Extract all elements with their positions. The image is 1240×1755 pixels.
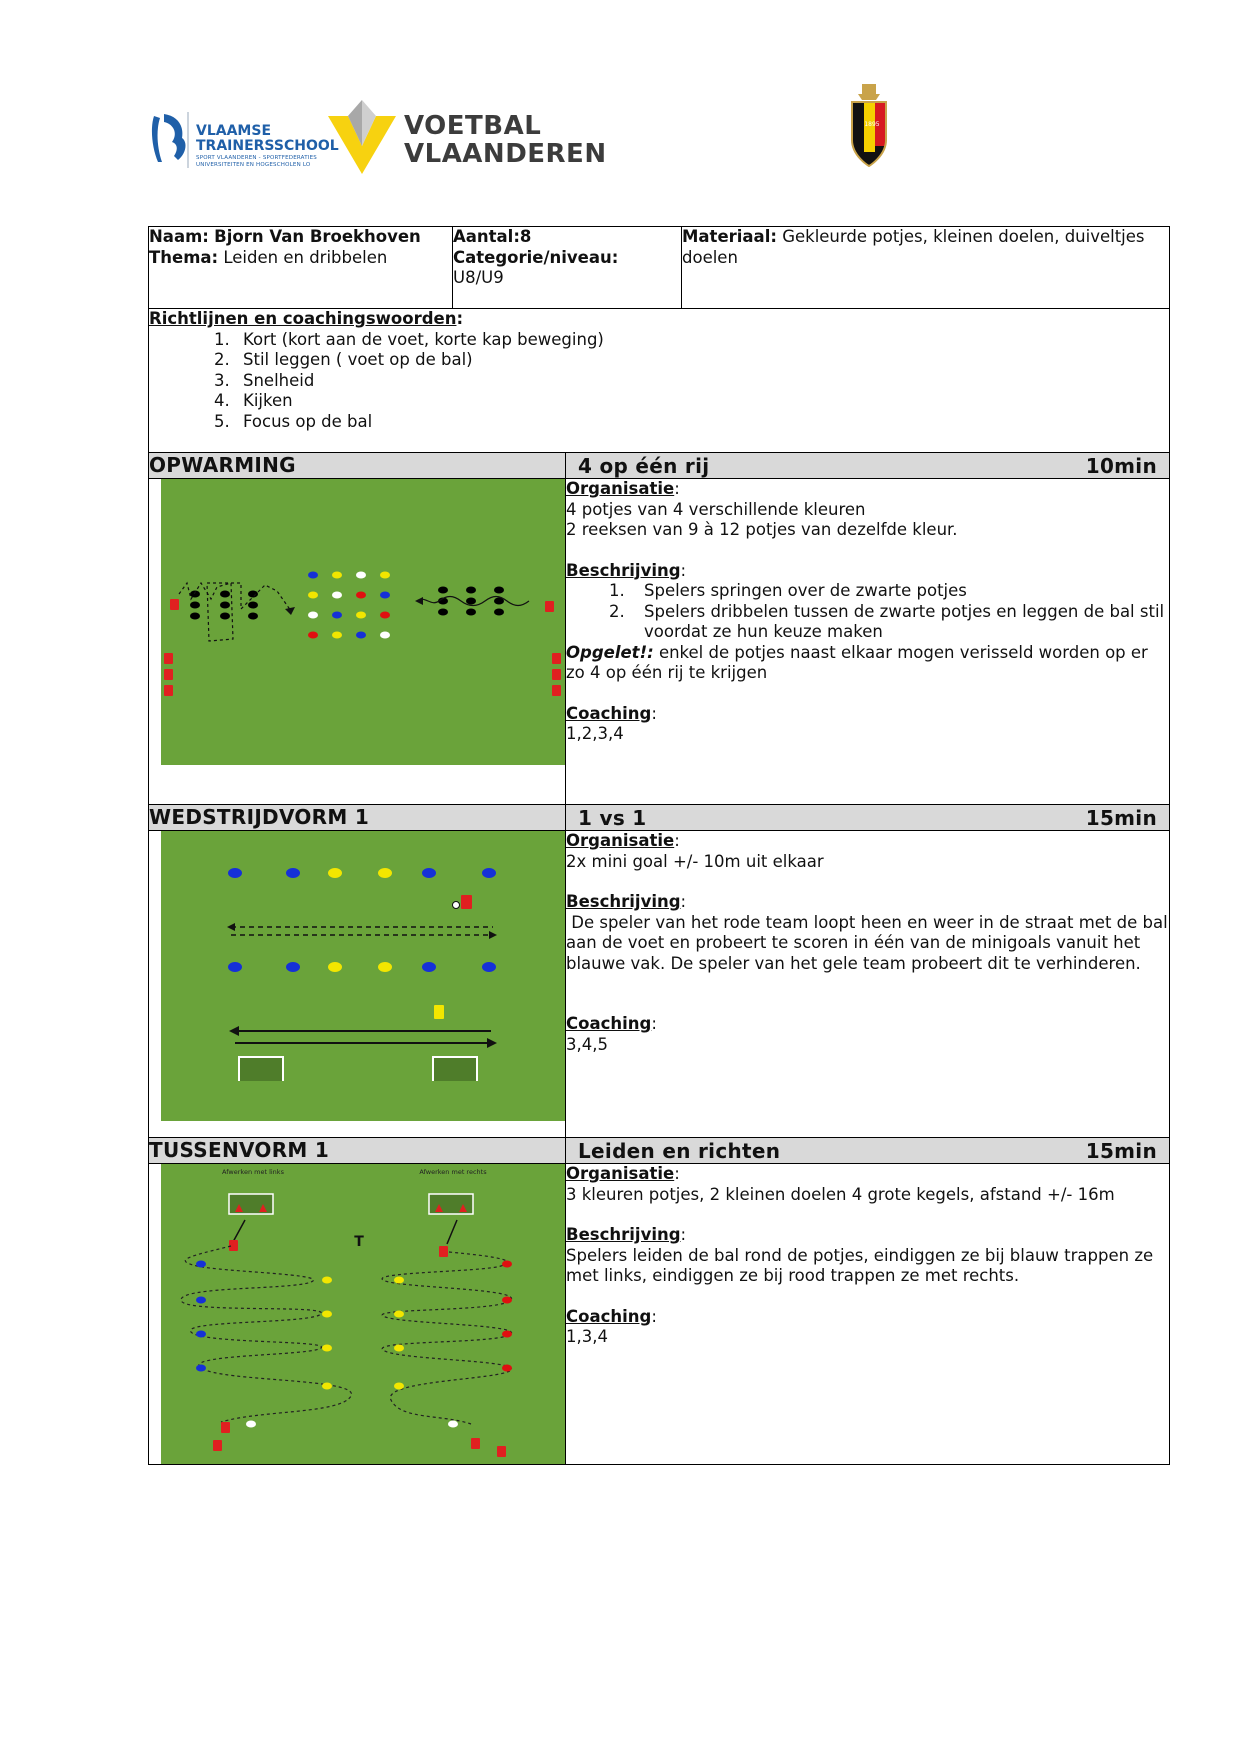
organisatie-line: 3 kleuren potjes, 2 kleinen doelen 4 grote kegels, afstand +/- 16m: [566, 1184, 1115, 1204]
section-body-opwarming: [149, 479, 1170, 805]
vv-line1: VOETBAL: [404, 111, 542, 141]
section-name: WEDSTRIJDVORM 1: [149, 805, 566, 831]
categorie-value: U8/U9: [453, 268, 504, 287]
lion-emblem-icon: [148, 108, 194, 170]
figure-cell: [149, 479, 566, 805]
pitch: [161, 831, 565, 1121]
vv-line2: VLAANDEREN: [404, 139, 607, 169]
beschrijving-text: Spelers leiden de bal rond de potjes, eindiggen ze bij blauw trappen ze met links, eindiggen ze bij rood trappen ze met rechts.: [566, 1245, 1154, 1285]
section-title: 4 op één rij: [578, 454, 710, 478]
rbfa-crest-logo: [844, 84, 894, 172]
organisatie-line: 4 potjes van 4 verschillende kleuren: [566, 499, 866, 519]
list-item: 2. Spelers dribbelen tussen de zwarte potjes en leggen de bal stil voordat ze hun keuze maken: [630, 602, 1169, 643]
fig-label-right: Afwerken met rechts: [419, 1168, 487, 1176]
list-item: 2. Stil leggen ( voet op de bal): [235, 350, 1169, 371]
training-sheet-table: [148, 226, 1173, 1465]
mini-goal-right: [433, 1057, 477, 1081]
wedstrijdvorm-diagram: [161, 831, 565, 1121]
section-duration: 15min: [1085, 1139, 1157, 1163]
section-body-wedstrijdvorm: [149, 831, 1170, 1138]
coaching-label: Coaching: [566, 1306, 652, 1326]
aantal-label: Aantal:8: [453, 227, 532, 246]
section-name: OPWARMING: [149, 453, 566, 479]
figure-cell: [149, 1164, 566, 1465]
coaching-label: Coaching: [566, 1014, 652, 1033]
text-cell: Organisatie: 2x mini goal +/- 10m uit elkaar Beschrijving: De speler van het rode team loopt heen en weer in de straat met de bal aan de voet en probeert te scoren in één van de minigoals vanuit het blauwe vak. De speler van het gele team probeert dit te verhinderen. Coaching: 3,4,5: [566, 831, 1170, 1138]
thema-value: Leiden en dribbelen: [223, 247, 388, 267]
vv-chevron-icon: [324, 100, 400, 176]
organisatie-label: Organisatie: [566, 831, 675, 850]
section-title: 1 vs 1: [578, 806, 647, 830]
ball: [453, 902, 460, 909]
richtlijnen-title: Richtlijnen en coachingswoorden: [149, 309, 457, 328]
beschrijving-label: Beschrijving: [566, 892, 681, 911]
mini-goal-left: [239, 1057, 283, 1081]
opwarming-diagram: [161, 479, 565, 765]
yellow-player: [434, 1005, 444, 1019]
coaching-value: 3,4,5: [566, 1034, 608, 1054]
list-item: 4. Kijken: [235, 391, 1169, 412]
section-header-wedstrijdvorm: [149, 805, 1170, 831]
list-item: 1. Kort (kort aan de voet, korte kap beweging): [235, 330, 1169, 351]
rbfa-year: 1895: [864, 121, 880, 128]
organisatie-label: Organisatie: [566, 1164, 675, 1183]
text-cell: Organisatie: 3 kleuren potjes, 2 kleinen doelen 4 grote kegels, afstand +/- 16m Beschrijving: Spelers leiden de bal rond de potjes, eindiggen ze bij blauw trappen ze met links, eindiggen ze bij rood trappen ze met rechts. Coaching: 1,3,4: [566, 1164, 1170, 1465]
section-title-cell: [566, 453, 1170, 479]
opgelet-text: enkel de potjes naast elkaar mogen verisseld worden op er zo 4 op één rij te krijgen: [566, 642, 1148, 682]
pitch: [161, 1164, 565, 1464]
logo-bar: [148, 100, 908, 180]
voetbal-vlaanderen-logo: [324, 100, 607, 176]
section-header-opwarming: [149, 453, 1170, 479]
coaching-label: Coaching: [566, 703, 652, 723]
section-name: TUSSENVORM 1: [149, 1138, 566, 1164]
beschrijving-label: Beschrijving: [566, 1225, 681, 1244]
rbfa-crest-icon: [844, 84, 894, 172]
beschrijving-text: De speler van het rode team loopt heen en weer in de straat met de bal aan de voet en probeert te scoren in één van de minigoals vanuit het blauwe vak. De speler van het gele team probeert dit te verhinderen.: [566, 912, 1173, 973]
pitch: [161, 479, 565, 765]
beschrijving-label: Beschrijving: [566, 560, 681, 580]
naam-label: Naam:: [149, 227, 209, 246]
thema-label: Thema:: [149, 247, 219, 267]
goal-left: [229, 1194, 273, 1214]
naam-cell: [149, 227, 453, 309]
vlaamse-trainersschool-logo: [148, 108, 339, 170]
aantal-cell: [453, 227, 682, 309]
list-item: 1. Spelers springen over de zwarte potjes: [630, 581, 1169, 602]
organisatie-line: 2 reeksen van 9 à 12 potjes van dezelfde kleur.: [566, 520, 958, 539]
materiaal-value: Gekleurde potjes, kleinen doelen, duiveltjes doelen: [682, 227, 1145, 267]
figure-cell: [149, 831, 566, 1138]
list-item: 3. Snelheid: [235, 371, 1169, 392]
categorie-label: Categorie/niveau:: [453, 247, 619, 267]
section-duration: 15min: [1085, 806, 1157, 830]
opgelet-label: Opgelet!:: [566, 642, 654, 662]
coaching-value: 1,2,3,4: [566, 724, 624, 743]
section-header-tussenvorm: [149, 1138, 1170, 1164]
text-cell: Organisatie: 4 potjes van 4 verschillende kleuren 2 reeksen van 9 à 12 potjes van dezelfde kleur. Beschrijving: 1. Spelers springen over de zwarte potjes 2. Spelers dribbelen tussen de zwarte potjes en leggen de bal stil voordat ze hun keuze maken Opgelet!: enkel de potjes naast elkaar mogen verisseld worden op er zo 4 op één rij te krijgen Coaching: 1,2,3,4: [566, 479, 1170, 805]
list-item: 5. Focus op de bal: [235, 412, 1169, 433]
beschrijving-list: [566, 581, 1169, 643]
materiaal-cell: [682, 227, 1170, 309]
fig-label-left: Afwerken met links: [222, 1168, 284, 1176]
center-mark: T: [354, 1234, 364, 1250]
materiaal-label: Materiaal:: [682, 227, 777, 246]
richtlijnen-list: [149, 330, 1169, 433]
tussenvorm-diagram: [161, 1164, 565, 1464]
section-title: Leiden en richten: [578, 1139, 781, 1163]
vts-sub2: UNIVERSITEITEN EN HOGESCHOLEN LO: [196, 161, 311, 168]
section-duration: 10min: [1085, 454, 1157, 478]
goal-right: [429, 1194, 473, 1214]
richtlijnen-cell: [149, 309, 1170, 453]
section-body-tussenvorm: [149, 1164, 1170, 1465]
richtlijnen-row: [149, 309, 1170, 453]
organisatie-line: 2x mini goal +/- 10m uit elkaar: [566, 851, 824, 871]
richtlijnen-colon: :: [456, 309, 464, 328]
vts-sub1: SPORT VLAANDEREN - SPORTFEDERATIES: [196, 155, 317, 161]
coaching-value: 1,3,4: [566, 1327, 608, 1346]
vts-line1: VLAAMSE: [196, 123, 272, 139]
red-player: [461, 895, 472, 909]
organisatie-label: Organisatie: [566, 479, 675, 498]
section-title-cell: [566, 1138, 1170, 1164]
header-row: [149, 227, 1170, 309]
vts-line2: TRAINERSSCHOOL: [196, 138, 339, 154]
naam-value: Bjorn Van Broekhoven: [214, 227, 421, 246]
section-title-cell: [566, 805, 1170, 831]
